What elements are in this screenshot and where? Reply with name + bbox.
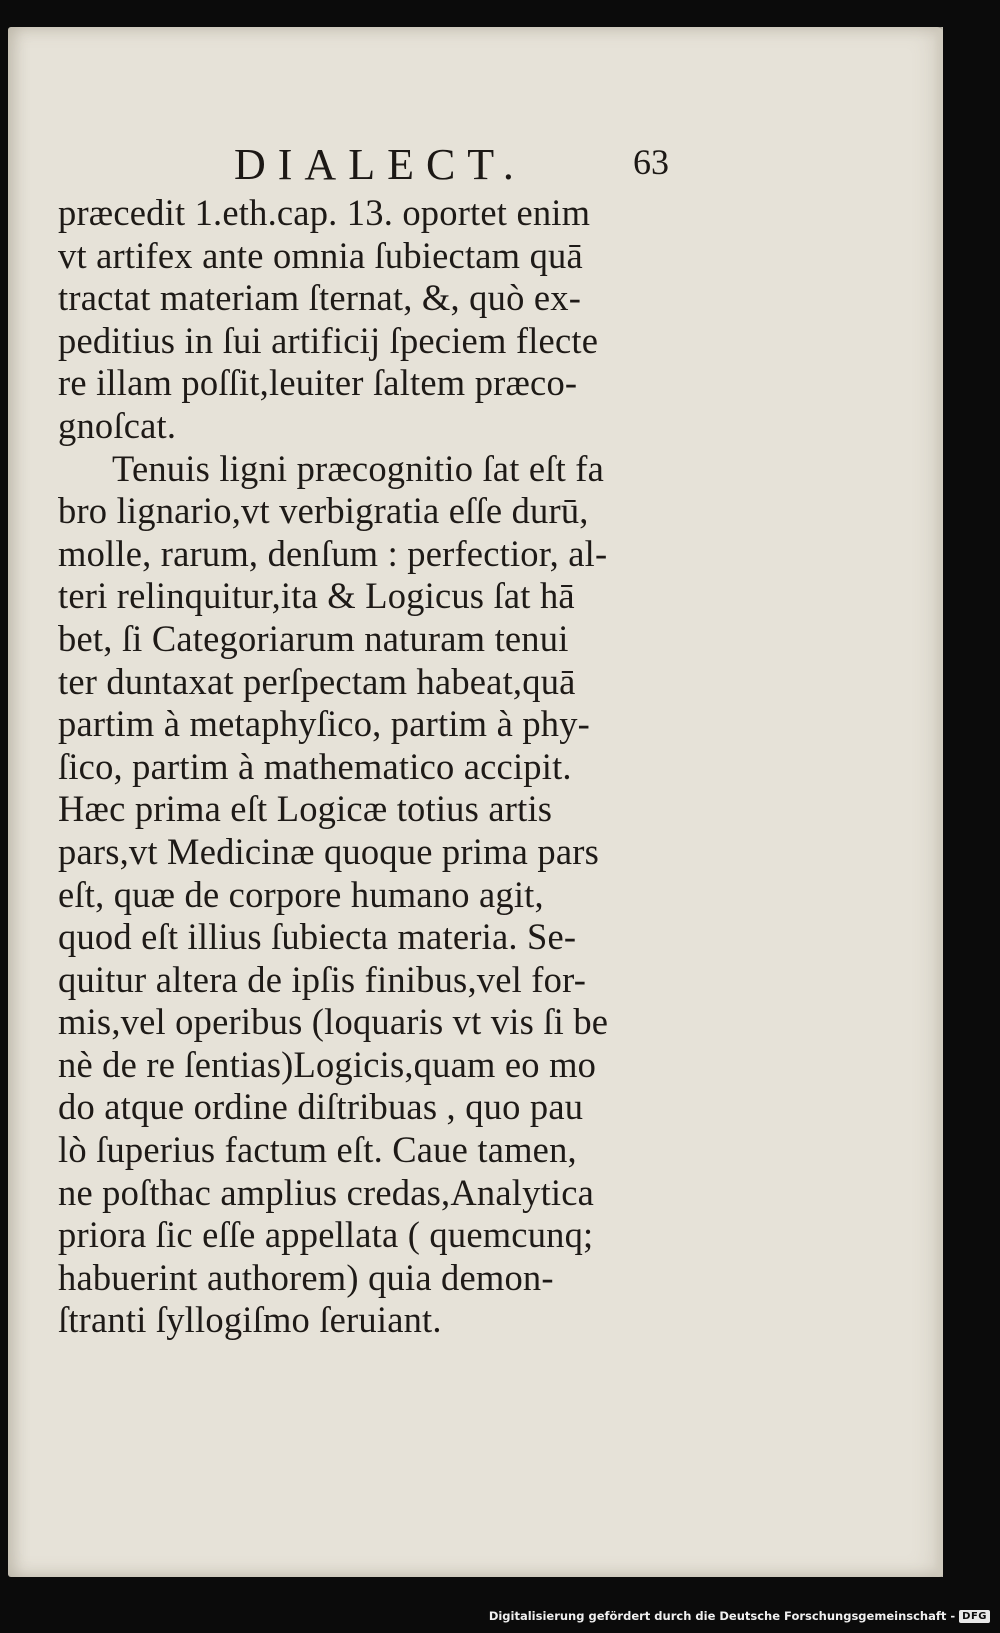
- book-page: [8, 27, 943, 1577]
- text-line: ne poſthac amplius credas,Analytica: [58, 1171, 595, 1213]
- body-text: [58, 192, 698, 1342]
- text-line: bro lignario,vt verbigratia eſſe durū,: [58, 490, 589, 532]
- text-line: ſico, partim à mathematico accipit.: [58, 745, 572, 787]
- text-line: tractat materiam ſternat, &, quò ex-: [58, 277, 582, 319]
- text-line: gnoſcat.: [58, 404, 177, 446]
- text-line: ter duntaxat perſpectam habeat,quā: [58, 660, 576, 702]
- text-line: vt artifex ante omnia ſubiectam quā: [58, 234, 583, 276]
- page-number: 63: [633, 142, 669, 182]
- text-line: nè de re ſentias)Logicis,quam eo mo: [58, 1043, 597, 1085]
- page-edge: [933, 27, 943, 1577]
- text-line: pars,vt Medicinæ quoque prima pars: [58, 830, 600, 872]
- text-line: do atque ordine diſtribuas , quo pau: [58, 1086, 584, 1128]
- text-line: habuerint authorem) quia demon-: [58, 1256, 554, 1298]
- text-line: bet, ſi Categoriarum naturam tenui: [58, 617, 569, 659]
- text-line: præcedit 1.eth.cap. 13. oportet enim: [58, 192, 591, 233]
- text-line: eſt, quæ de corpore humano agit,: [58, 873, 544, 915]
- text-line: re illam poſſit,leuiter ſaltem præco-: [58, 362, 578, 404]
- paragraph-start-line: Tenuis ligni præcognitio ſat eſt fa: [112, 447, 605, 489]
- running-title: DIALECT.: [234, 140, 526, 189]
- footer-credit: Digitalisierung gefördert durch die Deutsche Forschungsgemeinschaft -: [488, 1609, 956, 1623]
- running-head: [8, 139, 943, 189]
- text-line: quitur altera de ipſis finibus,vel for-: [58, 958, 587, 1000]
- text-line: teri relinquitur,ita & Logicus ſat hā: [58, 575, 575, 617]
- text-line: ſtranti ſyllogiſmo ſeruiant.: [58, 1299, 442, 1341]
- text-line: mis,vel operibus (loquaris vt vis ſi be: [58, 1001, 609, 1043]
- digitization-footer: [489, 1605, 990, 1627]
- text-line: quod eſt illius ſubiecta materia. Se-: [58, 916, 577, 958]
- text-line: molle, rarum, denſum : perfectior, al-: [58, 532, 608, 574]
- text-line: Hæc prima eſt Logicæ totius artis: [58, 788, 553, 830]
- text-line: peditius in ſui artificij ſpeciem flecte: [58, 319, 599, 361]
- text-line: lò ſuperius factum eſt. Caue tamen,: [58, 1129, 577, 1171]
- dfg-logo: DFG: [959, 1610, 990, 1623]
- text-line: priora ſic eſſe appellata ( quemcunq;: [58, 1214, 594, 1256]
- text-line: partim à metaphyſico, partim à phy-: [58, 703, 591, 745]
